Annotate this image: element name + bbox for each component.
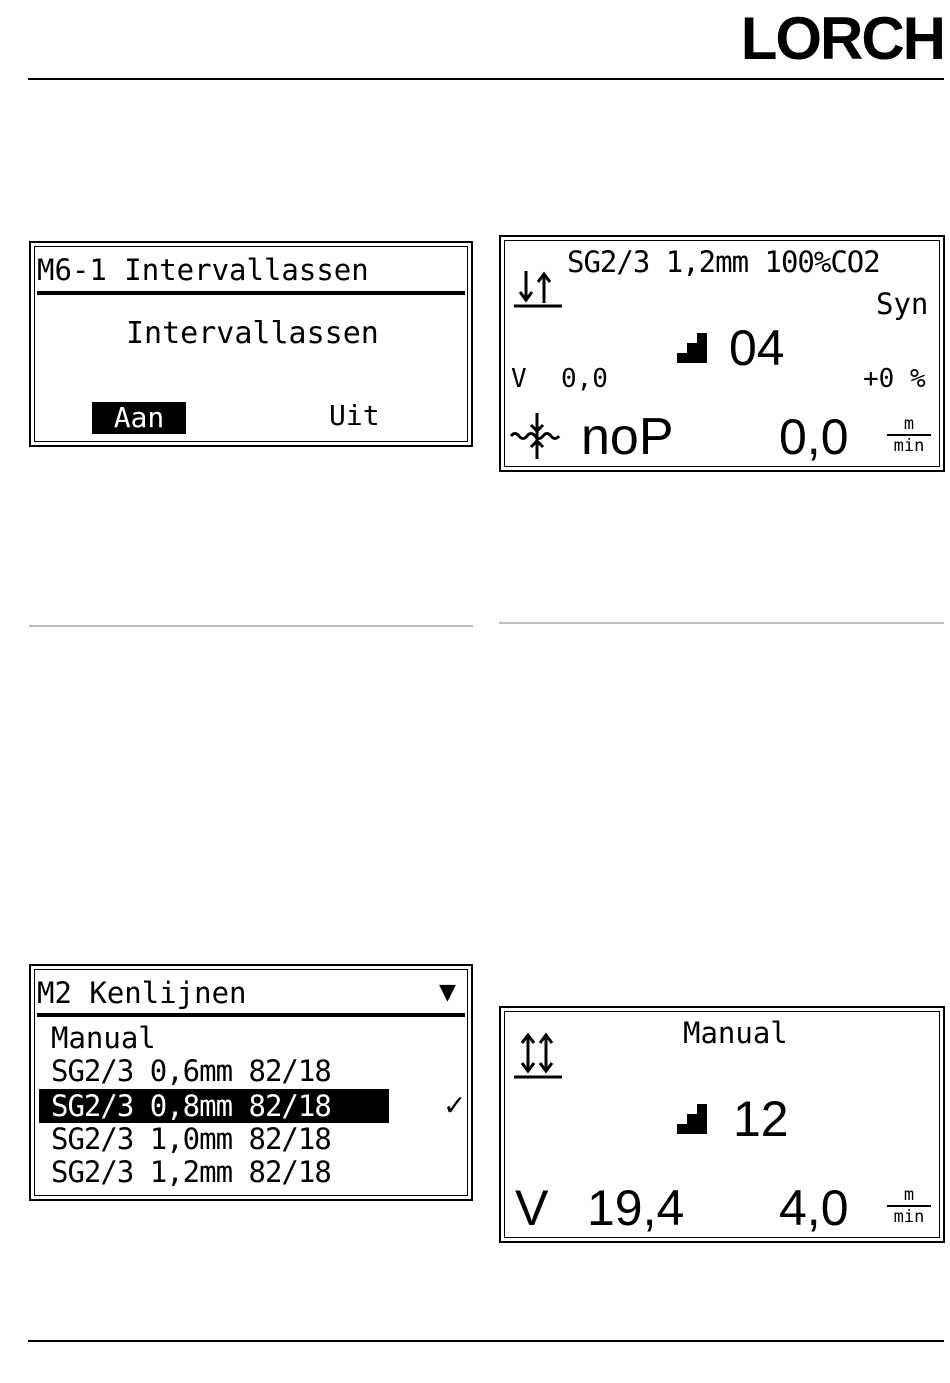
list-item[interactable]: SG2/3 0,6mm 82/18 <box>51 1054 331 1088</box>
panel-title: M6-1 Intervallassen <box>37 253 369 287</box>
check-mark-icon: ✓ <box>443 1089 467 1122</box>
lorch-logo: LORCH <box>740 5 944 72</box>
wire-speed-value: 0,0 <box>779 409 849 465</box>
voltage-value: 0,0 <box>561 364 608 394</box>
display-value: noP <box>581 408 674 466</box>
two-stroke-icon <box>512 265 564 309</box>
program-level-value: 04 <box>729 320 785 376</box>
four-stroke-icon <box>512 1032 564 1080</box>
panel-heading: Intervallassen <box>126 316 379 351</box>
program-label: SG2/3 1,2mm 100%CO2 <box>567 245 880 279</box>
synergic-display-panel <box>499 235 945 472</box>
wire-speed-value: 4,0 <box>779 1180 849 1236</box>
unit-m-per-min: m min <box>887 1186 931 1226</box>
program-title: Manual <box>683 1016 788 1050</box>
option-off-button[interactable]: Uit <box>329 399 380 432</box>
footer-rule <box>28 1340 944 1342</box>
curves-menu-panel <box>29 964 473 1201</box>
wire-feed-icon <box>509 411 565 461</box>
interval-welding-panel <box>29 241 473 447</box>
title-divider <box>37 1013 465 1017</box>
list-item[interactable]: SG2/3 1,2mm 82/18 <box>51 1155 331 1189</box>
step-icon <box>677 333 707 363</box>
unit-m-per-min: m min <box>887 415 931 455</box>
header-rule <box>28 78 944 80</box>
manual-display-panel <box>499 1006 945 1243</box>
option-on-button[interactable]: Aan <box>92 402 186 434</box>
section-rule-left <box>29 625 473 627</box>
voltage-label: V <box>511 364 527 394</box>
step-icon <box>677 1104 707 1134</box>
list-item[interactable]: Manual <box>51 1021 156 1055</box>
voltage-label: V <box>515 1180 549 1236</box>
list-item-selected[interactable]: SG2/3 0,8mm 82/18 <box>39 1089 389 1123</box>
section-rule-right <box>499 622 944 624</box>
list-item[interactable]: SG2/3 1,0mm 82/18 <box>51 1122 331 1156</box>
mode-label: Syn <box>876 287 929 321</box>
panel-title: M2 Kenlijnen <box>37 976 247 1010</box>
scroll-down-icon[interactable]: ▼ <box>439 980 456 1005</box>
program-level-value: 12 <box>733 1091 789 1147</box>
title-divider <box>37 291 465 295</box>
correction-value: +0 % <box>863 364 926 394</box>
voltage-value: 19,4 <box>587 1180 685 1236</box>
